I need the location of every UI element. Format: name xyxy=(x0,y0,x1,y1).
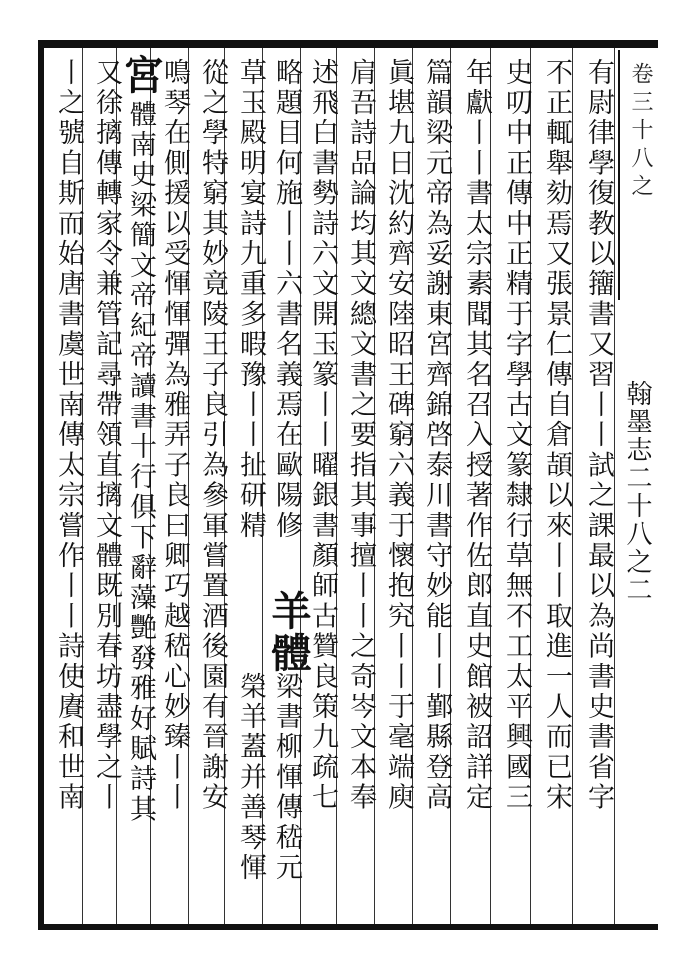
text-column-10: 草玉殿明宴詩九重多暇豫丨丨扯研精 xyxy=(235,58,266,542)
margin-top-note: 卷三十八之 xyxy=(628,62,653,202)
text-column-11: 從之學特窮其妙竟陵王子良引為參軍嘗置酒後園有晉謝安 xyxy=(197,58,228,813)
text-column-10-tail: 榮羊蓋并善琴惲 xyxy=(235,672,266,884)
text-column-1: 有尉律學復教以籒書又習丨丨試之課最以為尚書史書省字 xyxy=(583,58,614,813)
text-column-7: 肩吾詩品論均其文總文書之要指其事擅丨丨之奇岑文本奉 xyxy=(345,58,376,813)
text-column-12: 鳴琴在側援以受惲惲彈為雅弄子良曰卿巧越嵇心妙臻丨丨 xyxy=(159,58,190,813)
text-column-4: 年獻丨丨書太宗素聞其名召入授著作佐郎直史館被詔詳定 xyxy=(461,58,492,813)
text-column-16: 丨之號自斯而始唐書虞世南傳太宗嘗作丨丨詩使賡和世南 xyxy=(53,58,84,813)
text-column-8: 述飛白書勢詩六文開玉篆丨丨曜銀書顏師古贊良策九疏七 xyxy=(307,58,338,813)
text-column-15: 又徐摛傳轉家令兼管記尋帶領直摛文體既別春坊盡學之丨 xyxy=(91,58,122,813)
text-column-6: 眞堪九日沈約齊安陸昭王碑窮六義于懷抱究丨丨于毫端庾 xyxy=(383,58,414,813)
section-heading: 羊體 xyxy=(265,590,312,674)
text-column-3: 史叨中正傳中正精于字學古文篆隸行草無不工太平興國三 xyxy=(501,58,532,813)
text-column-13: 體南史梁簡文帝紀帝讀書十行俱下辭藻艷發雅好賦詩其 xyxy=(125,100,156,825)
text-column-9-tail: 梁書柳惲傳嵇元 xyxy=(271,672,302,884)
text-column-2: 不正輒舉劾焉又張景仁傳自倉頡以來丨丨取進一人而已宋 xyxy=(541,58,572,813)
text-column-9: 略題目何施丨丨六書名義焉在歐陽修 xyxy=(271,58,302,542)
section-heading-palace: 宮 xyxy=(117,54,164,96)
text-column-5: 篇韻梁元帝為妥謝東宮齊錦啓泰川書守妙能丨丨鄞縣登高 xyxy=(421,58,452,813)
margin-side-note: 翰墨志二十八之二 xyxy=(622,380,652,604)
